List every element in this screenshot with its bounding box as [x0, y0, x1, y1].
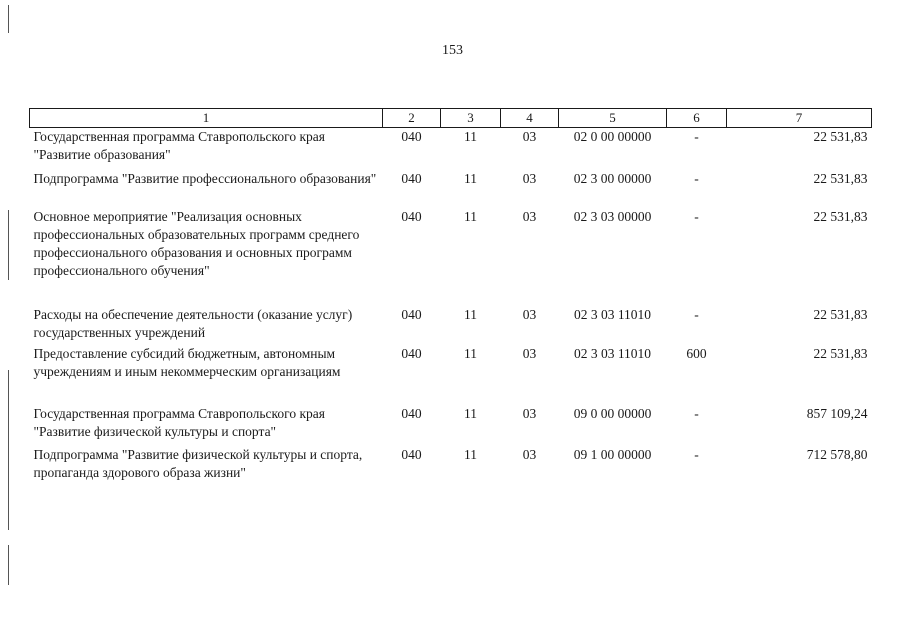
row-name-cell: Государственная программа Ставропольского края "Развитие физической культуры и спорта"	[33, 405, 325, 439]
row-amount-cell: 22 531,83	[813, 345, 868, 361]
row-code-cell: 040	[401, 306, 422, 322]
row-code-cell: 11	[464, 345, 477, 361]
row-code-cell: 03	[522, 306, 537, 322]
row-name-cell: Государственная программа Ставропольского края "Развитие образования"	[33, 129, 325, 162]
table-row	[30, 405, 872, 446]
row-code-cell: 11	[464, 405, 477, 421]
row-code-cell: 11	[464, 170, 477, 186]
table-row	[30, 446, 872, 486]
row-code-cell: 11	[464, 208, 477, 224]
row-code-cell: 02 3 03 11010	[573, 306, 652, 322]
row-code-cell: 03	[522, 170, 537, 186]
row-code-cell: 02 3 00 00000	[573, 170, 652, 186]
row-code-cell: 040	[401, 345, 422, 361]
row-code-cell: -	[694, 170, 699, 186]
row-code-cell: 02 0 00 00000	[573, 129, 652, 144]
table-header-row	[30, 109, 872, 128]
column-header: 5	[559, 109, 667, 128]
row-amount-cell: 857 109,24	[806, 405, 868, 421]
row-code-cell: -	[694, 129, 699, 144]
row-code-cell: 600	[686, 345, 707, 361]
column-header: 2	[383, 109, 441, 128]
scan-edge-line	[8, 545, 9, 585]
row-amount-cell: 22 531,83	[813, 129, 868, 144]
row-code-cell: 03	[522, 345, 537, 361]
table-row	[30, 170, 872, 208]
column-header: 6	[667, 109, 727, 128]
row-code-cell: 040	[401, 446, 422, 462]
row-amount-cell: 22 531,83	[813, 170, 868, 186]
row-code-cell: 03	[522, 405, 537, 421]
row-code-cell: 09 1 00 00000	[573, 446, 652, 462]
row-code-cell: 040	[401, 405, 422, 421]
row-amount-cell: 712 578,80	[806, 446, 868, 462]
column-header: 7	[727, 109, 872, 128]
row-code-cell: 03	[522, 129, 537, 144]
column-header: 3	[441, 109, 501, 128]
row-name-cell: Предоставление субсидий бюджетным, автономным учреждениям и иным некоммерческим организациям	[33, 345, 341, 379]
scan-edge-line	[8, 210, 9, 280]
table-row	[30, 345, 872, 405]
scan-edge-line	[8, 370, 9, 530]
row-code-cell: 03	[522, 446, 537, 462]
scan-edge-line	[8, 5, 9, 33]
row-amount-cell: 22 531,83	[813, 306, 868, 322]
row-code-cell: -	[694, 306, 699, 322]
row-name-cell: Расходы на обеспечение деятельности (оказание услуг) государственных учреждений	[33, 306, 353, 340]
row-code-cell: 040	[401, 129, 422, 144]
row-code-cell: -	[694, 446, 699, 462]
row-code-cell: 11	[464, 446, 477, 462]
column-header: 1	[30, 109, 383, 128]
row-name-cell: Подпрограмма "Развитие профессионального образования"	[33, 170, 377, 186]
row-code-cell: 03	[522, 208, 537, 224]
row-code-cell: -	[694, 208, 699, 224]
row-code-cell: 09 0 00 00000	[573, 405, 652, 421]
row-code-cell: 11	[464, 306, 477, 322]
table-row	[30, 128, 872, 170]
row-amount-cell: 22 531,83	[813, 208, 868, 224]
table-row	[30, 208, 872, 306]
row-code-cell: 11	[464, 129, 477, 144]
table-row	[30, 306, 872, 345]
row-name-cell: Подпрограмма "Развитие физической культуры и спорта, пропаганда здорового образа жизни"	[33, 446, 363, 480]
row-code-cell: -	[694, 405, 699, 421]
row-name-cell: Основное мероприятие "Реализация основных профессиональных образовательных программ среднего профессионального образования и основных программ профессионального обучения"	[33, 208, 360, 278]
row-code-cell: 040	[401, 208, 422, 224]
row-code-cell: 040	[401, 170, 422, 186]
budget-table	[29, 108, 872, 486]
row-code-cell: 02 3 03 11010	[573, 345, 652, 361]
row-code-cell: 02 3 03 00000	[573, 208, 652, 224]
page-number: 153	[442, 43, 463, 58]
column-header: 4	[501, 109, 559, 128]
